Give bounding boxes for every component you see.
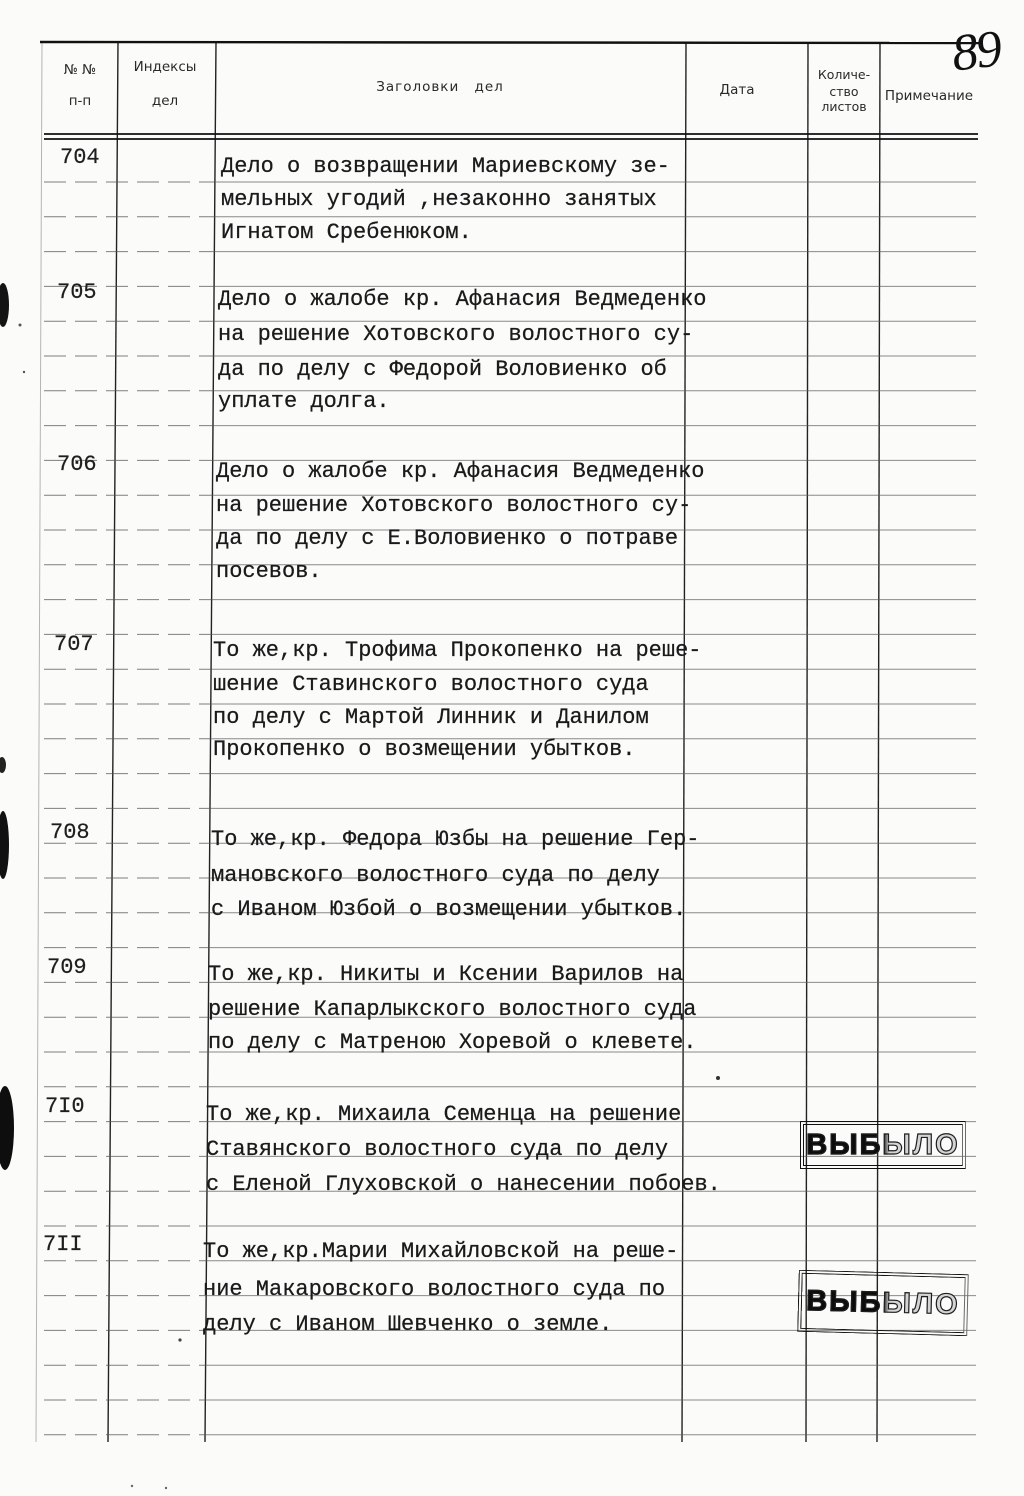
- scan-artifact: [0, 1086, 14, 1170]
- entry-title-line: на решение Хотовского волостного су-: [218, 322, 694, 347]
- entry-title-line: по делу с Мартой Линник и Данилом: [213, 705, 649, 730]
- stamp-text: ВЫБЫЛО: [805, 1284, 961, 1321]
- header-sheets-line1: Количе-: [817, 67, 871, 82]
- scan-artifact: [716, 1076, 720, 1080]
- entry-title-line: мельных угодий ,незаконно занятых: [221, 187, 657, 212]
- entry-number: 709: [47, 955, 87, 980]
- entry-title-line: То же,кр. Трофима Прокопенко на реше-: [213, 638, 702, 663]
- page-number: 89: [948, 20, 1004, 83]
- header-index-line2: дел: [151, 93, 179, 109]
- header-number-line2: п-п: [68, 93, 92, 109]
- entry-title-line: посевов.: [216, 559, 322, 584]
- header-title: Заголовки дел: [376, 79, 504, 95]
- withdrawn-stamp: [797, 1270, 969, 1336]
- entry-title-line: да по делу с Федорой Воловиенко об: [218, 357, 667, 382]
- scan-artifact: [178, 1338, 181, 1341]
- entry-title-line: делу с Иваном Шевченко о земле.: [203, 1312, 613, 1337]
- entry-title-line: То же,кр.Марии Михайловской на реше-: [203, 1239, 679, 1264]
- scan-artifact: [131, 1485, 133, 1487]
- entry-title-line: То же,кр. Федора Юзбы на решение Гер-: [211, 827, 700, 852]
- entry-number: 707: [54, 632, 94, 657]
- header-number-line1: № №: [63, 62, 97, 78]
- entry-title-line: ние Макаровского волостного суда по: [203, 1277, 666, 1302]
- entry-title-line: Игнатом Сребенюком.: [221, 220, 472, 245]
- scan-artifact: [23, 371, 25, 373]
- entry-title-line: Дело о возвращении Мариевскому зе-: [221, 154, 670, 179]
- scan-artifact: [165, 1487, 167, 1489]
- entry-number: 705: [57, 280, 97, 305]
- entry-number: 7I0: [45, 1094, 85, 1119]
- scan-artifact: [0, 811, 9, 879]
- header-top-rule: [40, 42, 980, 43]
- entry-title-line: шение Ставинского волостного суда: [213, 672, 649, 697]
- entry-title-line: с Иваном Юзбой о возмещении убытков.: [211, 897, 687, 922]
- header-date: Дата: [719, 82, 755, 98]
- entry-title-line: уплате долга.: [218, 389, 390, 414]
- entry-title-line: решение Капарлыкского волостного суда: [208, 997, 697, 1022]
- entry-title-line: То же,кр. Михаила Семенца на решение: [206, 1102, 682, 1127]
- entry-title-line: Дело о жалобе кр. Афанасия Ведмеденко: [218, 287, 707, 312]
- entry-title-line: Дело о жалобе кр. Афанасия Ведмеденко: [216, 459, 705, 484]
- entry-title-line: Прокопенко о возмещении убытков.: [213, 737, 636, 762]
- entry-number: 7II: [43, 1232, 83, 1257]
- header-sheets-line3: листов: [821, 99, 867, 114]
- withdrawn-stamp: [800, 1121, 966, 1169]
- header-sheets-line2: ство: [829, 84, 859, 99]
- header-index-line1: Индексы: [133, 59, 197, 75]
- entry-number: 704: [60, 145, 100, 170]
- entry-title-line: То же,кр. Никиты и Ксении Варилов на: [208, 962, 684, 987]
- scan-artifact: [0, 283, 9, 327]
- entry-number: 706: [57, 452, 97, 477]
- entry-title-line: с Еленой Глуховской о нанесении побоев.: [206, 1172, 721, 1197]
- scan-artifact: [0, 757, 6, 773]
- table-border-left: [36, 42, 42, 1442]
- entry-title-line: по делу с Матреною Хоревой о клевете.: [208, 1030, 697, 1055]
- entry-number: 708: [50, 820, 90, 845]
- entry-title-line: Ставянского волостного суда по делу: [206, 1137, 669, 1162]
- entry-title-line: мановского волостного суда по делу: [211, 863, 660, 888]
- entry-title-line: на решение Хотовского волостного су-: [216, 493, 692, 518]
- entry-title-line: да по делу с Е.Воловиенко о потраве: [216, 526, 679, 551]
- stamp-text: ВЫБЫЛО: [806, 1128, 960, 1161]
- header-note: Примечание: [884, 88, 974, 104]
- scan-artifact: [19, 324, 22, 327]
